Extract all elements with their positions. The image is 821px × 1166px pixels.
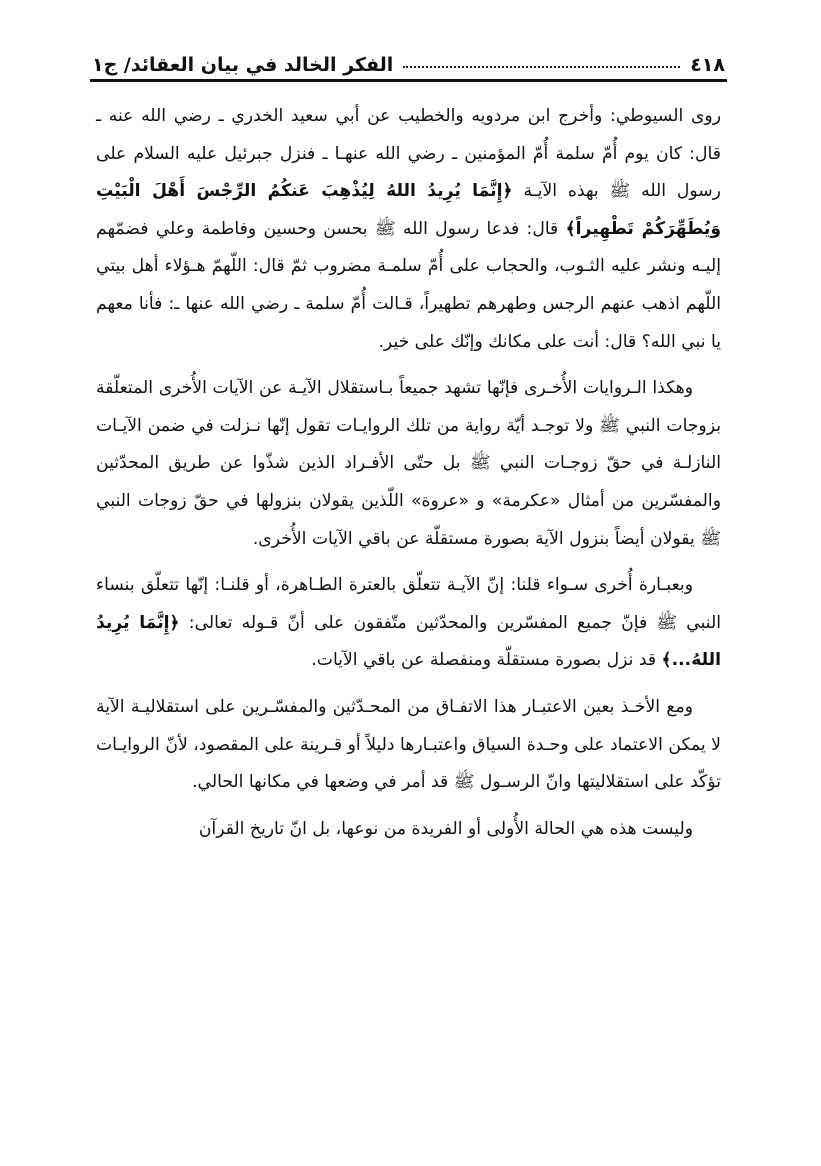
book-title: الفكر الخالد في بيان العقائد/ ج١ — [92, 54, 394, 76]
running-header — [92, 40, 725, 76]
quran-verse: ﴿إِنَّمَا يُرِيدُ اللهُ لِيُذْهِبَ عَنكُمُ الرِّجْسَ أَهْلَ الْبَيْتِ وَيُطَهِّرَكُمْ تَطْهِيراً﴾ — [96, 181, 721, 239]
quran-verse: ﴿إِنَّمَا يُرِيدُ اللهُ...﴾ — [96, 612, 721, 671]
paragraph: ومع الأخـذ بعين الاعتبـار هذا الاتفـاق من المحـدّثين والمفسّـرين على استقلاليـة الآية لا يمكن الاعتماد على وحـدة السياق واعتبـارها دليلاً أو قـرينة على المقصود، لأنّ الروايـات تؤكّد على استقلاليتها وانّ الرسـول ﷺ قد أمر في وضعها في مكانها الحالي. — [96, 696, 721, 793]
header-dotted-leader — [403, 66, 680, 68]
page-number: ٤١٨ — [690, 54, 725, 76]
body-text — [96, 98, 721, 857]
paragraph: وبعبـارة أُخرى سـواء قلنا: إنّ الآيـة تتعلّق بالعترة الطـاهرة، أو قلنـا: إنّها تتعلّق بنساء النبي ﷺ فإنّ جميع المفسّرين والمحدّثين متّفقون على أنّ قـوله تعالى: ﴿إِنَّمَا يُرِيدُ اللهُ...﴾ قد نزل بصورة مستقلّة ومنفصلة عن باقي الآيات. — [96, 575, 721, 671]
paragraph: وهكذا الـروايات الأُخـرى فإنّها تشهد جميعاً بـاستقلال الآيـة عن الآيات الأُخرى المتعلّقة بزوجات النبي ﷺ ولا توجـد أيّة رواية من تلك الروايـات تقول إنّها نـزلت في ضمن الآيـات النازلـة في حقّ زوجـات النبي ﷺ بل حتّى الأفـراد الذين شذّوا عن طريق المحدّثين والمفسّرين من أمثال «عكرمة» و «عروة» اللّذين يقولان بنزولها في حقّ زوجات النبي ﷺ يقولان أيضاً بنزول الآية بصورة مستقلّة عن باقي الآيات الأُخرى. — [96, 378, 721, 549]
header-rule — [90, 79, 727, 82]
paragraph: وليست هذه هي الحالة الأُولى أو الفريدة من نوعها، بل انّ تاريخ القرآن — [198, 818, 693, 839]
paragraph: روى السيوطي: وأخرج ابن مردويه والخطيب عن أبي سعيد الخدري ـ رضي الله عنه ـ قال: كان يوم أُمّ سلمة أُمّ المؤمنين ـ رضي الله عنهـا ـ فنزل جبرئيل عليه السلام على رسول الله ﷺ بهذه الآيـة ﴿إِنَّمَا يُرِيدُ اللهُ لِيُذْهِبَ عَنكُمُ الرِّجْسَ أَهْلَ الْبَيْتِ وَيُطَهِّرَكُمْ تَطْهِيراً﴾ قال: فدعا رسول الله ﷺ بحسن وحسين وفاطمة وعلي فضمّهم إليـه ونشر عليه الثـوب، والحجاب على أُمّ سلمـة مضروب ثمّ قال: اللّهمّ هـؤلاء أهل بيتي اللّهم اذهب عنهم الرجس وطهرهم تطهيراً، قـالت أُمّ سلمة ـ رضي الله عنها ـ: فأنا معهم يا نبي الله؟ قال: أنت على مكانك وإنّك على خير. — [96, 106, 721, 352]
